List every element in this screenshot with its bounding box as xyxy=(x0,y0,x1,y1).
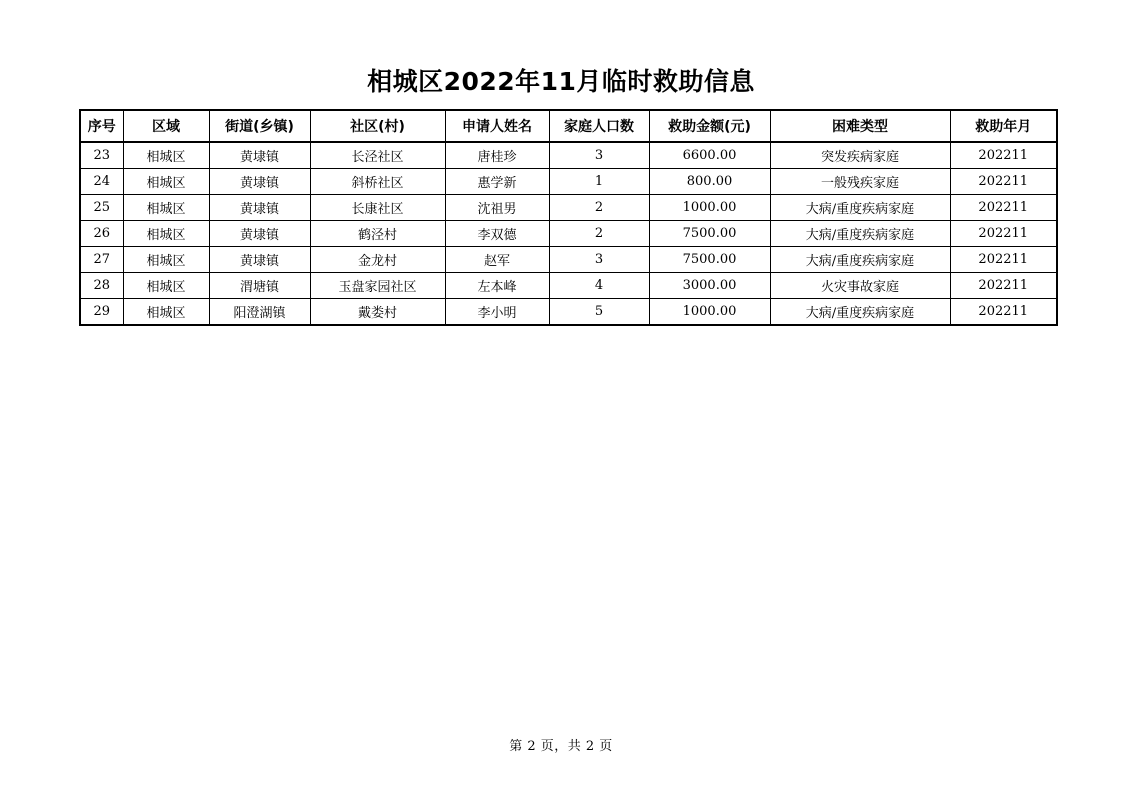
cell-relief-month: 202211 xyxy=(950,169,1057,195)
table-row xyxy=(80,299,1057,326)
cell-family-size: 3 xyxy=(549,247,649,273)
cell-hardship-type: 大病/重度疾病家庭 xyxy=(770,299,950,326)
table-row xyxy=(80,169,1057,195)
cell-relief-month: 202211 xyxy=(950,142,1057,169)
cell-applicant: 沈祖男 xyxy=(445,195,549,221)
cell-amount: 6600.00 xyxy=(649,142,770,169)
cell-relief-month: 202211 xyxy=(950,273,1057,299)
cell-relief-month: 202211 xyxy=(950,195,1057,221)
cell-district: 相城区 xyxy=(123,273,209,299)
cell-family-size: 1 xyxy=(549,169,649,195)
relief-table xyxy=(79,109,1058,326)
cell-district: 相城区 xyxy=(123,142,209,169)
cell-index: 24 xyxy=(80,169,123,195)
cell-hardship-type: 大病/重度疾病家庭 xyxy=(770,221,950,247)
cell-district: 相城区 xyxy=(123,247,209,273)
col-header-amount: 救助金额(元) xyxy=(649,110,770,142)
cell-hardship-type: 突发疾病家庭 xyxy=(770,142,950,169)
cell-street: 黄埭镇 xyxy=(209,247,310,273)
cell-relief-month: 202211 xyxy=(950,221,1057,247)
cell-community: 玉盘家园社区 xyxy=(310,273,445,299)
cell-street: 渭塘镇 xyxy=(209,273,310,299)
cell-family-size: 2 xyxy=(549,195,649,221)
cell-district: 相城区 xyxy=(123,299,209,326)
cell-applicant: 赵军 xyxy=(445,247,549,273)
cell-family-size: 5 xyxy=(549,299,649,326)
table-row xyxy=(80,195,1057,221)
cell-relief-month: 202211 xyxy=(950,247,1057,273)
cell-community: 长泾社区 xyxy=(310,142,445,169)
col-header-street: 街道(乡镇) xyxy=(209,110,310,142)
col-header-applicant: 申请人姓名 xyxy=(445,110,549,142)
cell-community: 斜桥社区 xyxy=(310,169,445,195)
table-row xyxy=(80,247,1057,273)
cell-hardship-type: 大病/重度疾病家庭 xyxy=(770,247,950,273)
cell-amount: 1000.00 xyxy=(649,299,770,326)
col-header-relief-month: 救助年月 xyxy=(950,110,1057,142)
cell-applicant: 左本峰 xyxy=(445,273,549,299)
cell-applicant: 李小明 xyxy=(445,299,549,326)
cell-index: 25 xyxy=(80,195,123,221)
table-row xyxy=(80,273,1057,299)
cell-relief-month: 202211 xyxy=(950,299,1057,326)
cell-street: 阳澄湖镇 xyxy=(209,299,310,326)
table-row xyxy=(80,221,1057,247)
cell-street: 黄埭镇 xyxy=(209,142,310,169)
cell-community: 鹤泾村 xyxy=(310,221,445,247)
cell-amount: 7500.00 xyxy=(649,221,770,247)
col-header-district: 区域 xyxy=(123,110,209,142)
cell-hardship-type: 一般残疾家庭 xyxy=(770,169,950,195)
cell-amount: 7500.00 xyxy=(649,247,770,273)
cell-street: 黄埭镇 xyxy=(209,195,310,221)
cell-hardship-type: 大病/重度疾病家庭 xyxy=(770,195,950,221)
cell-index: 28 xyxy=(80,273,123,299)
cell-district: 相城区 xyxy=(123,169,209,195)
page-footer: 第 2 页，共 2 页 xyxy=(509,739,613,754)
cell-street: 黄埭镇 xyxy=(209,169,310,195)
cell-family-size: 2 xyxy=(549,221,649,247)
col-header-hardship-type: 困难类型 xyxy=(770,110,950,142)
cell-amount: 1000.00 xyxy=(649,195,770,221)
cell-index: 23 xyxy=(80,142,123,169)
cell-community: 金龙村 xyxy=(310,247,445,273)
cell-family-size: 3 xyxy=(549,142,649,169)
cell-hardship-type: 火灾事故家庭 xyxy=(770,273,950,299)
header-row xyxy=(80,110,1057,142)
col-header-community: 社区(村) xyxy=(310,110,445,142)
cell-street: 黄埭镇 xyxy=(209,221,310,247)
cell-applicant: 惠学新 xyxy=(445,169,549,195)
cell-community: 戴娄村 xyxy=(310,299,445,326)
cell-community: 长康社区 xyxy=(310,195,445,221)
col-header-index: 序号 xyxy=(80,110,123,142)
page-title: 相城区2022年11月临时救助信息 xyxy=(367,67,755,96)
cell-index: 29 xyxy=(80,299,123,326)
table-row xyxy=(80,142,1057,169)
cell-index: 27 xyxy=(80,247,123,273)
cell-district: 相城区 xyxy=(123,195,209,221)
cell-amount: 800.00 xyxy=(649,169,770,195)
cell-family-size: 4 xyxy=(549,273,649,299)
cell-amount: 3000.00 xyxy=(649,273,770,299)
cell-applicant: 李双德 xyxy=(445,221,549,247)
cell-applicant: 唐桂珍 xyxy=(445,142,549,169)
cell-index: 26 xyxy=(80,221,123,247)
cell-district: 相城区 xyxy=(123,221,209,247)
col-header-family-size: 家庭人口数 xyxy=(549,110,649,142)
